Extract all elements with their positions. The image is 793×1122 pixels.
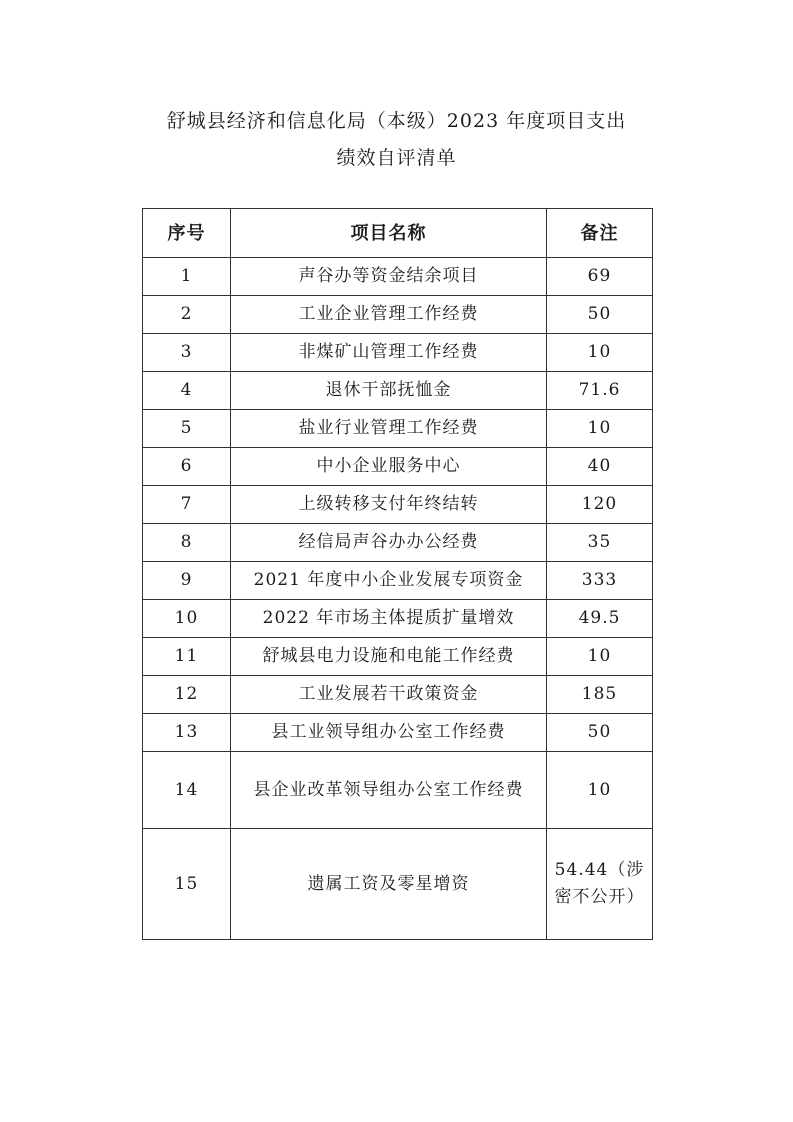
row-note: 333	[547, 562, 653, 600]
table-row	[143, 829, 653, 940]
table-row	[143, 296, 653, 334]
row-note: 10	[547, 410, 653, 448]
row-note: 71.6	[547, 372, 653, 410]
row-no: 9	[143, 562, 231, 600]
row-name: 非煤矿山管理工作经费	[231, 334, 547, 372]
row-note: 50	[547, 296, 653, 334]
table-row	[143, 334, 653, 372]
row-no: 14	[143, 752, 231, 829]
table-row	[143, 410, 653, 448]
row-name: 舒城县电力设施和电能工作经费	[231, 638, 547, 676]
document-title-line-1: 舒城县经济和信息化局（本级）2023 年度项目支出	[166, 110, 627, 132]
row-name: 县工业领导组办公室工作经费	[231, 714, 547, 752]
row-name: 盐业行业管理工作经费	[231, 410, 547, 448]
document-title-line-2: 绩效自评清单	[336, 147, 457, 169]
table-row	[143, 752, 653, 829]
row-note: 10	[547, 752, 653, 829]
row-note: 185	[547, 676, 653, 714]
header-no: 序号	[143, 209, 231, 258]
row-note: 49.5	[547, 600, 653, 638]
row-note: 35	[547, 524, 653, 562]
row-no: 10	[143, 600, 231, 638]
table-row	[143, 638, 653, 676]
row-note: 10	[547, 334, 653, 372]
header-name: 项目名称	[231, 209, 547, 258]
row-no: 11	[143, 638, 231, 676]
row-no: 5	[143, 410, 231, 448]
row-no: 4	[143, 372, 231, 410]
row-no: 8	[143, 524, 231, 562]
table-row	[143, 524, 653, 562]
row-name: 经信局声谷办办公经费	[231, 524, 547, 562]
row-no: 13	[143, 714, 231, 752]
table-header-row	[143, 209, 653, 258]
row-no: 15	[143, 829, 231, 940]
row-no: 7	[143, 486, 231, 524]
row-note: 54.44（涉密不公开）	[547, 829, 653, 940]
row-name: 县企业改革领导组办公室工作经费	[231, 752, 547, 829]
row-name: 工业发展若干政策资金	[231, 676, 547, 714]
row-no: 2	[143, 296, 231, 334]
row-no: 1	[143, 258, 231, 296]
row-name: 2021 年度中小企业发展专项资金	[231, 562, 547, 600]
table-row	[143, 448, 653, 486]
table-row	[143, 372, 653, 410]
row-name: 2022 年市场主体提质扩量增效	[231, 600, 547, 638]
table-row	[143, 714, 653, 752]
row-no: 12	[143, 676, 231, 714]
header-note: 备注	[547, 209, 653, 258]
row-note: 10	[547, 638, 653, 676]
table-row	[143, 486, 653, 524]
table-row	[143, 676, 653, 714]
project-list-table	[142, 208, 653, 940]
row-name: 上级转移支付年终结转	[231, 486, 547, 524]
row-no: 6	[143, 448, 231, 486]
row-no: 3	[143, 334, 231, 372]
table-row	[143, 562, 653, 600]
row-name: 遗属工资及零星增资	[231, 829, 547, 940]
row-note: 50	[547, 714, 653, 752]
row-note: 69	[547, 258, 653, 296]
row-name: 退休干部抚恤金	[231, 372, 547, 410]
row-note: 40	[547, 448, 653, 486]
row-note: 120	[547, 486, 653, 524]
row-name: 工业企业管理工作经费	[231, 296, 547, 334]
table-row	[143, 600, 653, 638]
row-name: 声谷办等资金结余项目	[231, 258, 547, 296]
row-name: 中小企业服务中心	[231, 448, 547, 486]
table-row	[143, 258, 653, 296]
